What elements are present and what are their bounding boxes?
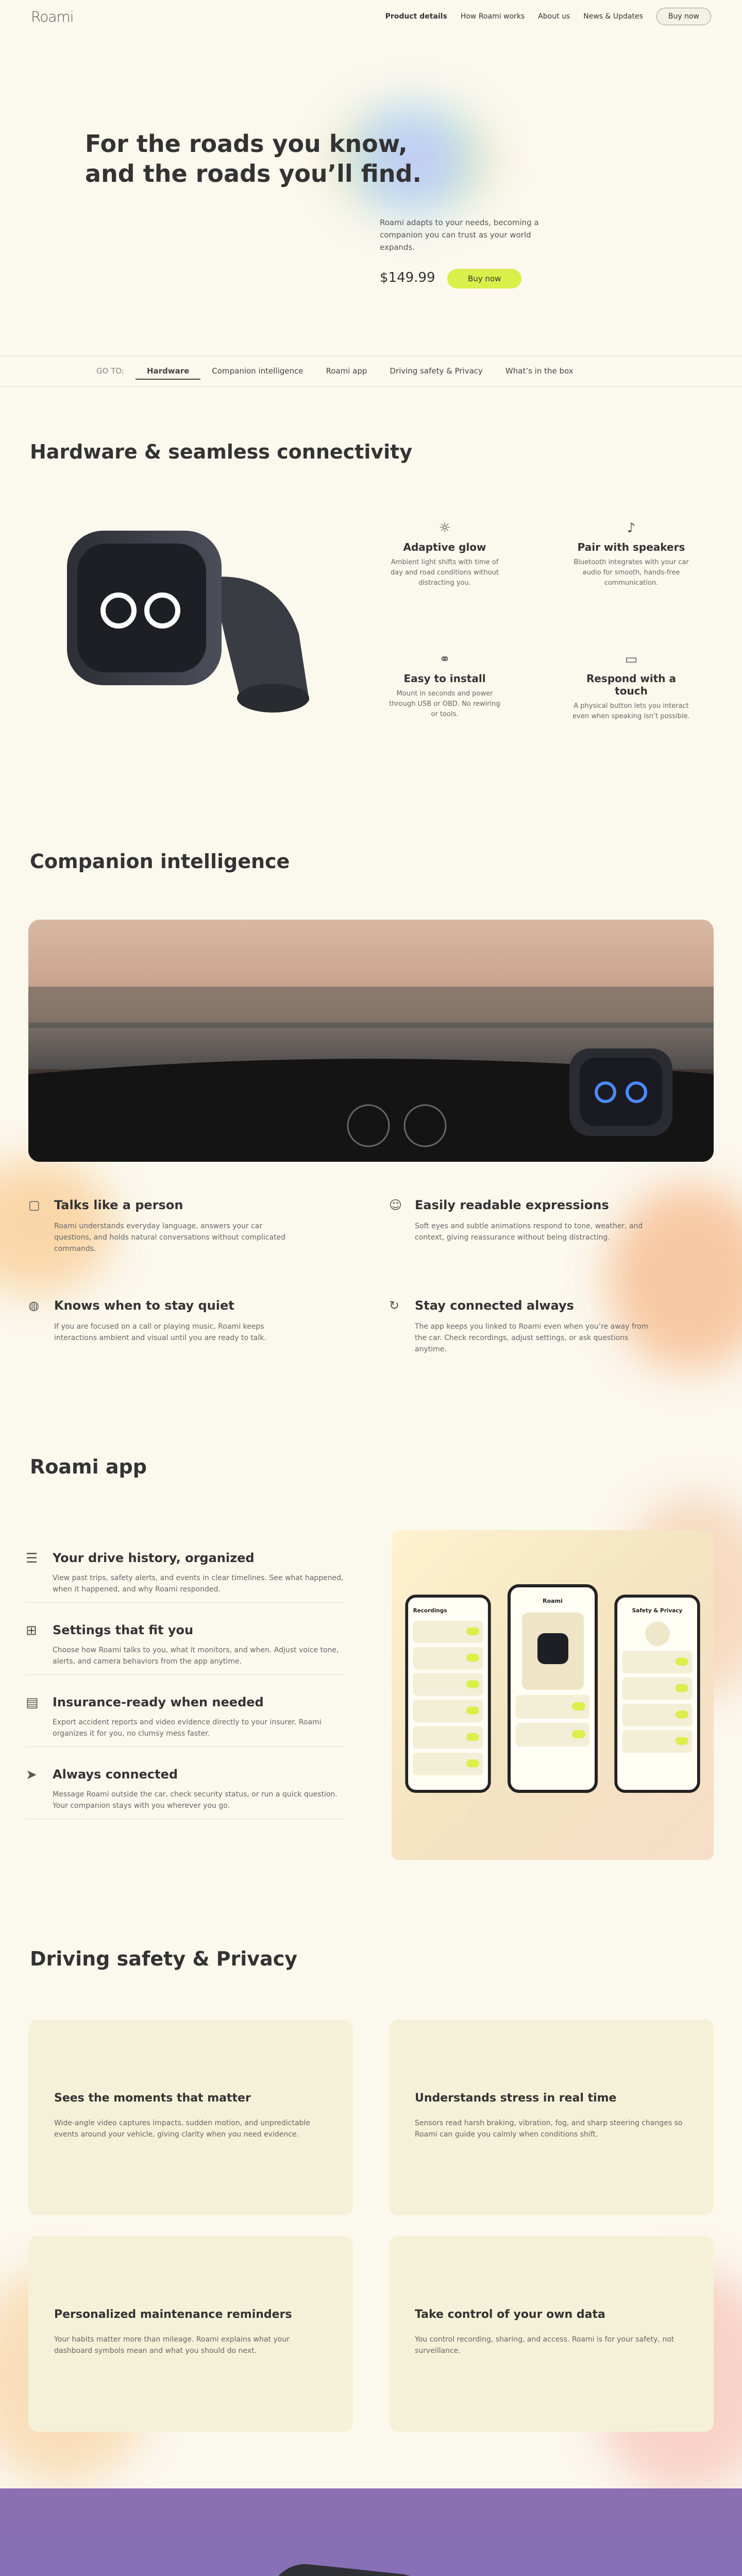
monitor-icon: ▭ xyxy=(625,652,638,667)
safety-title: Driving safety & Privacy xyxy=(30,1947,298,1970)
phone-title: Recordings xyxy=(413,1607,447,1614)
divider xyxy=(26,1602,345,1603)
safety-card-moments xyxy=(28,2020,353,2215)
dashboard-illustration xyxy=(28,920,714,1162)
sliders-icon: ⊞ xyxy=(26,1623,37,1638)
phone-title: Safety & Privacy xyxy=(632,1607,683,1614)
feature-respond-touch xyxy=(572,652,690,722)
subnav-box[interactable]: What’s in the box xyxy=(505,366,574,376)
item-desc: Export accident reports and video evidence directly to your insurer. Roami organizes it for you, no clumsy mess faster. xyxy=(53,1718,322,1738)
refresh-icon: ↻ xyxy=(389,1298,400,1313)
subnav-safety[interactable]: Driving safety & Privacy xyxy=(390,366,483,376)
subnav-app[interactable]: Roami app xyxy=(326,366,367,376)
roami-device-image xyxy=(57,515,345,721)
feature-adaptive-glow xyxy=(385,520,504,588)
nav-about-us[interactable]: About us xyxy=(538,12,570,21)
phone-title: Roami xyxy=(543,1598,563,1604)
item-desc: Choose how Roami talks to you, what it monitors, and when. Adjust voice tone, alerts, and camera behaviors from the app anytime. xyxy=(53,1646,339,1666)
hero-price: $149.99 xyxy=(380,270,435,285)
subnav-goto-label: GO TO: xyxy=(96,366,124,376)
divider xyxy=(0,386,742,387)
feature-pair-speakers xyxy=(572,520,690,588)
chat-icon: ▢ xyxy=(28,1198,40,1212)
phone-home xyxy=(508,1584,598,1793)
smile-icon: ☺ xyxy=(389,1198,402,1212)
subnav-companion[interactable]: Companion intelligence xyxy=(212,366,303,376)
header-buy-button[interactable]: Buy now xyxy=(656,8,711,25)
item-desc: If you are focused on a call or playing music, Roami keeps interactions ambient and visual until you are ready to talk. xyxy=(54,1323,266,1342)
item-title: Stay connected always xyxy=(415,1298,574,1313)
hero-buy-button[interactable]: Buy now xyxy=(447,269,521,289)
feature-desc: Bluetooth integrates with your car audio for smooth, hands-free communication. xyxy=(574,558,689,587)
safety-card-data xyxy=(389,2236,714,2432)
main-nav xyxy=(385,8,711,25)
card-title: Personalized maintenance reminders xyxy=(54,2308,292,2321)
feature-title: Adaptive glow xyxy=(403,541,486,553)
hero-title-line-1: For the roads you know, xyxy=(85,130,408,158)
bell-off-icon: ◍ xyxy=(28,1298,39,1313)
card-desc: You control recording, sharing, and access. Roami is for your safety, not surveillance. xyxy=(415,2335,674,2355)
app-item-insurance xyxy=(26,1695,345,1739)
app-item-connected xyxy=(26,1767,345,1811)
whats-in-box-section xyxy=(0,2488,742,2576)
item-title: Easily readable expressions xyxy=(415,1198,609,1212)
feature-title: Pair with speakers xyxy=(577,541,685,553)
subnav-hardware[interactable]: Hardware xyxy=(136,363,200,380)
card-title: Take control of your own data xyxy=(415,2308,605,2321)
car-interior-image xyxy=(28,920,714,1162)
nav-how-it-works[interactable]: How Roami works xyxy=(460,12,525,21)
section-subnav xyxy=(85,363,585,380)
feature-title: Respond with a touch xyxy=(586,672,677,697)
item-desc: Roami understands everyday language, answers your car questions, and holds natural conversations without complicated commands. xyxy=(54,1222,286,1253)
site-header xyxy=(0,0,742,33)
divider xyxy=(26,1674,345,1675)
card-desc: Wide-angle video captures impacts, sudden motion, and unpredictable events around your vehicle, giving clarity when you need evidence. xyxy=(54,2119,310,2139)
item-desc: Soft eyes and subtle animations respond to tone, weather, and context, giving reassurance without being distracting. xyxy=(415,1222,643,1242)
hero-description: Roami adapts to your needs, becoming a companion you can trust as your world expands. xyxy=(380,218,539,252)
safety-card-stress xyxy=(389,2020,714,2215)
hero-title-line-2: and the roads you’ll find. xyxy=(85,160,421,188)
device-preview xyxy=(522,1613,584,1690)
feature-desc: A physical button lets you interact even when speaking isn’t possible. xyxy=(572,702,690,720)
companion-item-expressions xyxy=(389,1198,657,1243)
send-icon: ➤ xyxy=(26,1767,37,1783)
divider xyxy=(0,355,742,356)
item-desc: The app keeps you linked to Roami even when you’re away from the car. Check recordings, adjust settings, or ask questions anytime. xyxy=(415,1323,649,1353)
item-title: Talks like a person xyxy=(54,1198,183,1212)
phone-safety xyxy=(614,1595,700,1793)
companion-title: Companion intelligence xyxy=(30,850,290,873)
phone-recordings xyxy=(405,1595,491,1793)
item-title: Knows when to stay quiet xyxy=(54,1298,234,1313)
link-icon: ⚭ xyxy=(439,652,450,667)
card-title: Understands stress in real time xyxy=(415,2092,617,2105)
nav-product-details[interactable]: Product details xyxy=(385,12,447,21)
app-title: Roami app xyxy=(30,1455,147,1478)
item-desc: Message Roami outside the car, check security status, or run a quick question. Your companion stays with you wherever you go. xyxy=(53,1790,338,1810)
devices-illustration xyxy=(0,2488,742,2576)
companion-item-connected xyxy=(389,1298,657,1355)
item-title: Insurance-ready when needed xyxy=(53,1695,264,1709)
document-icon: ▤ xyxy=(26,1695,39,1710)
app-screenshots xyxy=(392,1530,714,1860)
companion-item-quiet xyxy=(28,1298,296,1344)
logo[interactable]: Roami xyxy=(31,8,74,25)
item-desc: View past trips, safety alerts, and events in clear timelines. See what happened, when it happened, and why Roami responded. xyxy=(53,1574,344,1594)
music-note-icon: ♪ xyxy=(627,520,636,536)
card-desc: Sensors read harsh braking, vibration, fog, and sharp steering changes so Roami can guide you calmly when conditions shift. xyxy=(415,2119,683,2139)
item-title: Your drive history, organized xyxy=(53,1551,255,1565)
companion-item-talks xyxy=(28,1198,296,1255)
safety-card-maintenance xyxy=(28,2236,353,2432)
item-title: Settings that fit you xyxy=(53,1623,194,1637)
hero-title xyxy=(85,129,421,189)
feature-easy-install xyxy=(385,652,504,720)
feature-desc: Ambient light shifts with time of day and road conditions without distracting you. xyxy=(391,558,499,587)
list-icon: ☰ xyxy=(26,1551,38,1566)
hardware-title: Hardware & seamless connectivity xyxy=(30,440,413,463)
sun-icon: ☼ xyxy=(439,520,451,536)
card-desc: Your habits matter more than mileage. Roami explains what your dashboard symbols mean and what you should do next. xyxy=(54,2335,290,2355)
feature-title: Easy to install xyxy=(403,672,486,685)
app-item-settings xyxy=(26,1623,345,1667)
card-title: Sees the moments that matter xyxy=(54,2092,251,2105)
feature-desc: Mount in seconds and power through USB or OBD. No rewiring or tools. xyxy=(389,690,500,718)
app-item-history xyxy=(26,1551,345,1595)
item-title: Always connected xyxy=(53,1767,178,1782)
nav-news[interactable]: News & Updates xyxy=(583,12,643,21)
